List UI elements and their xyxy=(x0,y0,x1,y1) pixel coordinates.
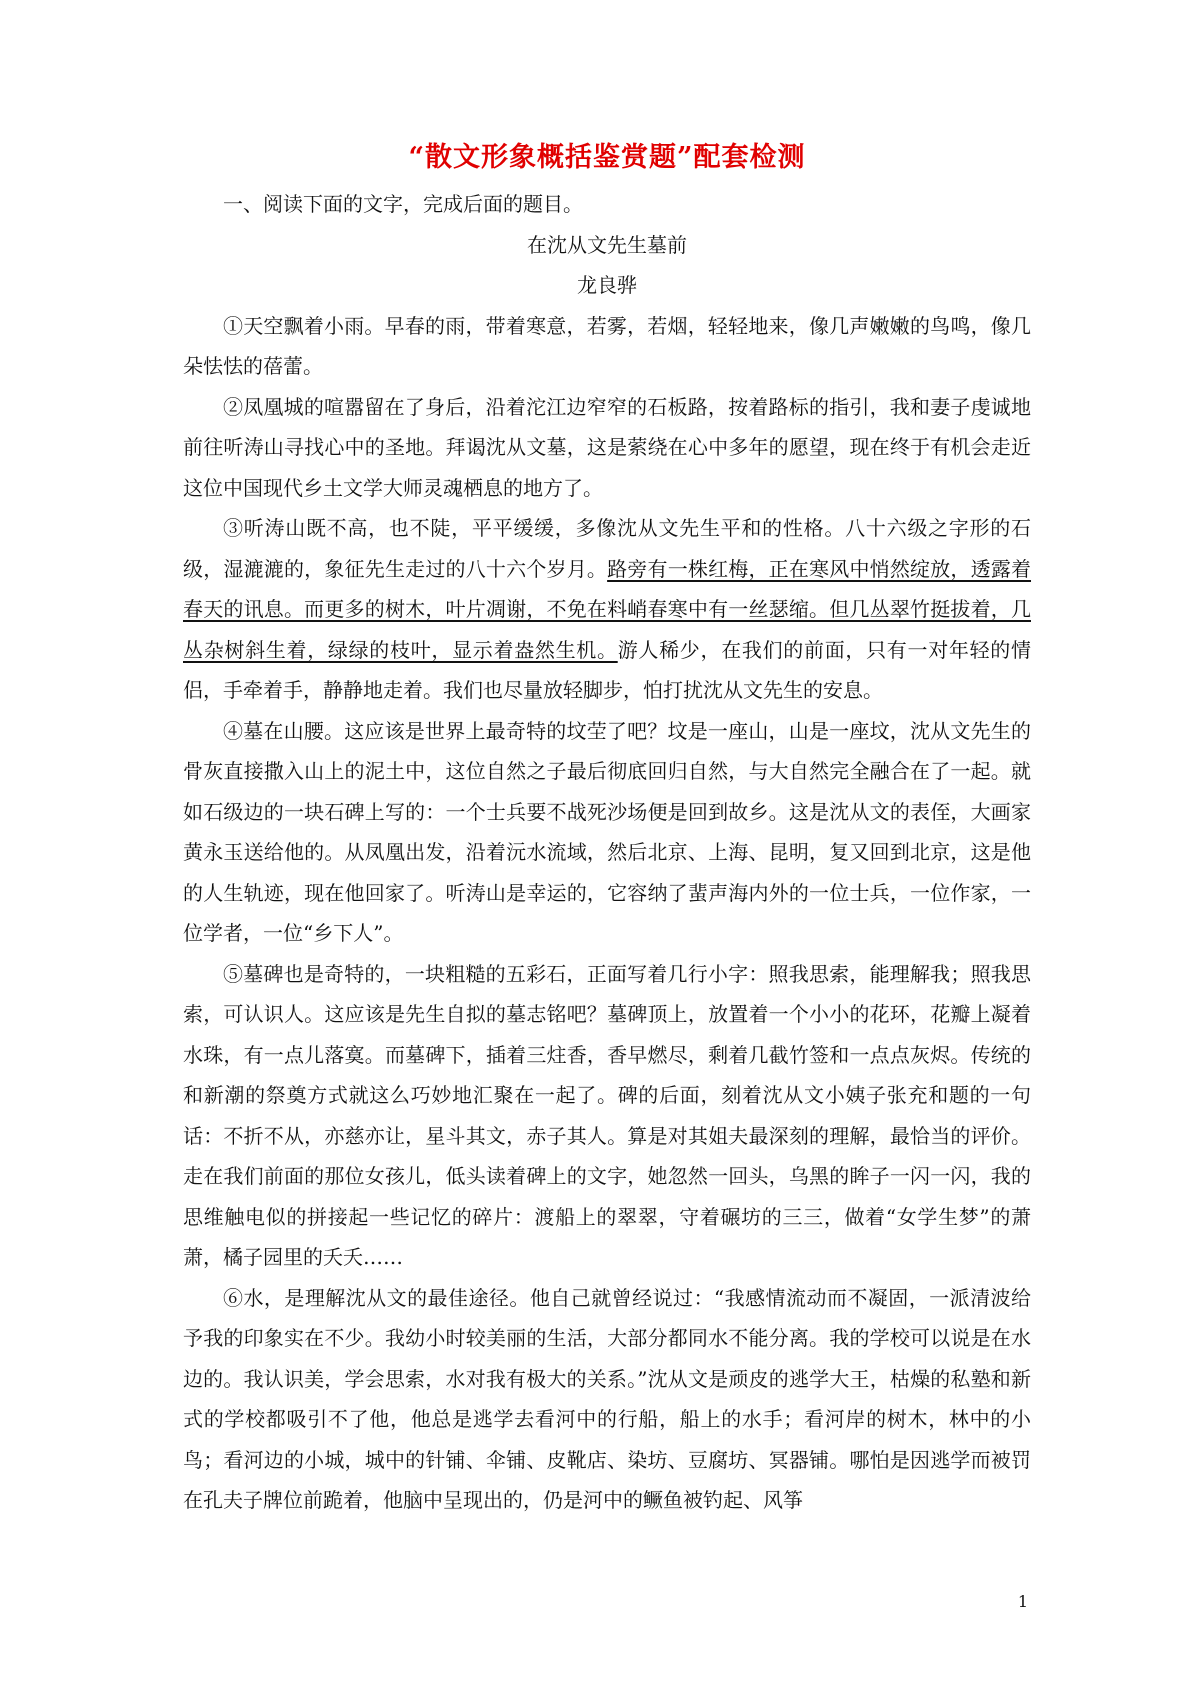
page-number: 1 xyxy=(1017,1592,1028,1611)
paragraph-4: ④墓在山腰。这应该是世界上最奇特的坟茔了吧？坟是一座山，山是一座坟，沈从文先生的骨灰直接撒入山上的泥土中，这位自然之子最后彻底回归自然，与大自然完全融合在了一起。就如石级边的一块石碑上写的：一个士兵要不战死沙场便是回到故乡。这是沈从文的表侄，大画家黄永玉送给他的。从凤凰出发，沿着沅水流域，然后北京、上海、昆明，复又回到北京，这是他的人生轨迹，现在他回家了。听涛山是幸运的，它容纳了蜚声海内外的一位士兵，一位作家，一位学者，一位“乡下人”。 xyxy=(183,718,1031,945)
paragraph-3-underlined: 路旁有一株红梅，正在寒风中悄然绽放，透露着春天的讯息。而更多的树木，叶片凋谢，不免在料峭春寒中有一丝瑟缩。但几丛翠竹挺拔着，几丛杂树斜生着，绿绿的枝叶，显示着盎然生机。 xyxy=(183,556,1032,662)
paragraph-6: ⑥水，是理解沈从文的最佳途径。他自己就曾经说过：“我感情流动而不凝固，一派清波给予我的印象实在不少。我幼小时较美丽的生活，大部分都同水不能分离。我的学校可以说是在水边的。我认识美，学会思索，水对我有极大的关系。”沈从文是顽皮的逃学大王，枯燥的私塾和新式的学校都吸引不了他，他总是逃学去看河中的行船，船上的水手；看河岸的树木，林中的小鸟；看河边的小城，城中的针铺、伞铺、皮靴店、染坊、豆腐坊、冥器铺。哪怕是因逃学而被罚在孔夫子牌位前跪着，他脑中呈现出的，仍是河中的鳜鱼被钓起、风筝 xyxy=(183,1285,1031,1512)
paragraph-3-start: ③听涛山既不高，也不陡，平平缓缓，多像沈从文先生平和的性格。八十六级之字形的石级，湿漉漉的，象征先生走过的八十六个岁月。 xyxy=(183,516,1031,581)
paragraph-5: ⑤墓碑也是奇特的，一块粗糙的五彩石，正面写着几行小字：照我思索，能理解我；照我思索，可认识人。这应该是先生自拟的墓志铭吧？墓碑顶上，放置着一个小小的花环，花瓣上凝着水珠，有一点儿落寞。而墓碑下，插着三炷香，香早燃尽，剩着几截竹签和一点点灰烬。传统的和新潮的祭奠方式就这么巧妙地汇聚在一起了。碑的后面，刻着沈从文小姨子张充和题的一句话：不折不从，亦慈亦让，星斗其文，赤子其人。算是对其姐夫最深刻的理解，最恰当的评价。走在我们前面的那位女孩儿，低头读着碑上的文字，她忽然一回头，乌黑的眸子一闪一闪，我的思维触电似的拼接起一些记忆的碎片：渡船上的翠翠，守着碾坊的三三，做着“女学生梦”的萧萧，橘子园里的夭夭…… xyxy=(183,961,1031,1269)
paragraph-3-end: 游人稀少，在我们的前面，只有一对年轻的情侣，手牵着手，静静地走着。我们也尽量放轻脚步，怕打扰沈从文先生的安息。 xyxy=(183,637,1032,702)
essay-author: 龙良骅 xyxy=(577,273,637,297)
paragraph-3 xyxy=(183,508,1031,711)
paragraph-1: ①天空飘着小雨。早春的雨，带着寒意，若雾，若烟，轻轻地来，像几声嫩嫩的鸟鸣，像几朵怯怯的蓓蕾。 xyxy=(183,313,1031,378)
document-title: “散文形象概括鉴赏题”配套检测 xyxy=(408,142,806,173)
document-body xyxy=(183,140,1031,1521)
paragraph-2: ②凤凰城的喧嚣留在了身后，沿着沱江边窄窄的石板路，按着路标的指引，我和妻子虔诚地前往听涛山寻找心中的圣地。拜谒沈从文墓，这是萦绕在心中多年的愿望，现在终于有机会走近这位中国现代乡土文学大师灵魂栖息的地方了。 xyxy=(183,394,1031,500)
essay-title: 在沈从文先生墓前 xyxy=(527,232,687,257)
instruction-text: 一、阅读下面的文字，完成后面的题目。 xyxy=(223,192,583,216)
